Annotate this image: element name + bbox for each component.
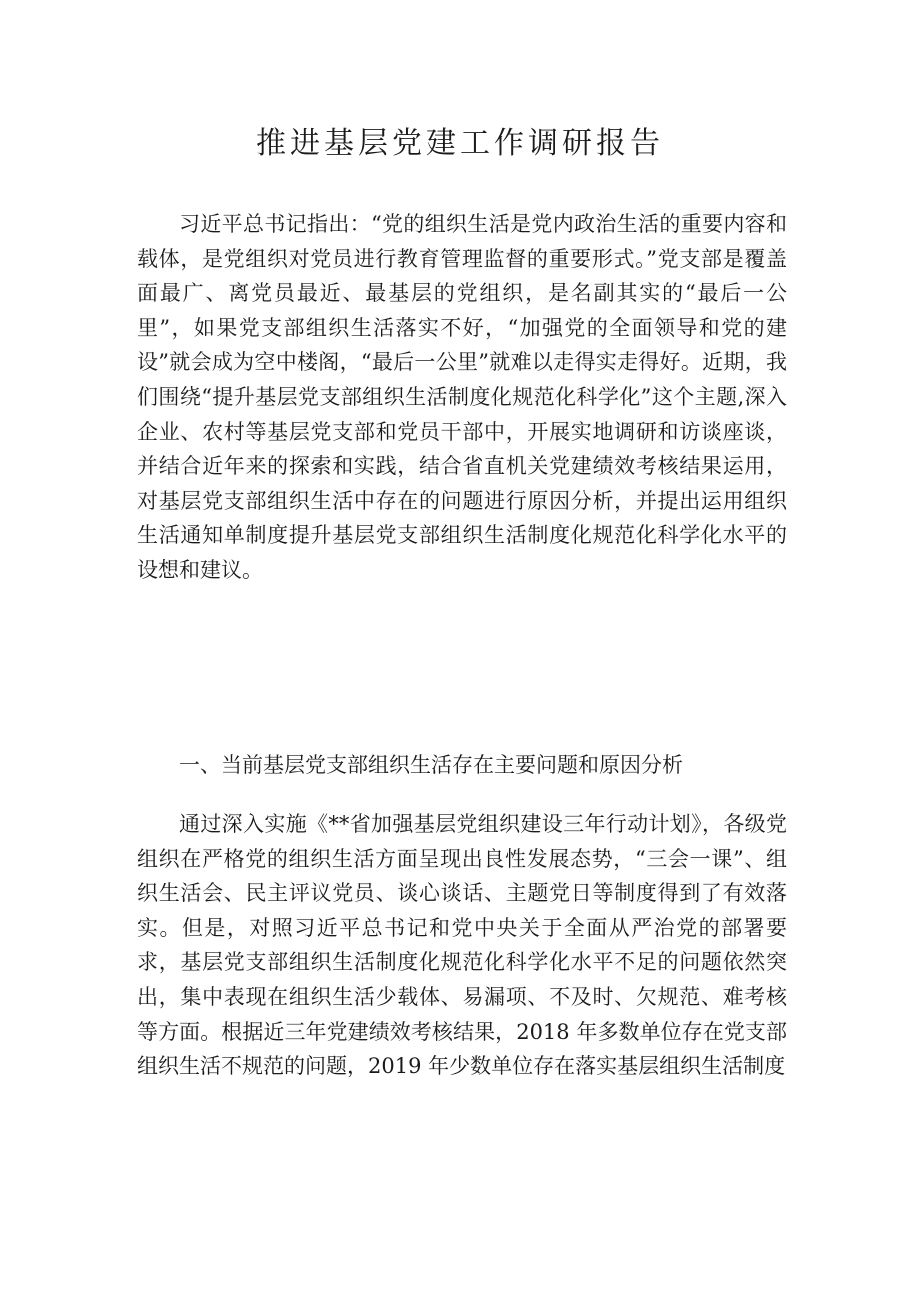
document-title: 推进基层党建工作调研报告 bbox=[256, 126, 664, 161]
section-paragraph: 通过深入实施《**省加强基层党组织建设三年行动计划》，各级党组织在严格党的组织生活方面呈现出良性发展态势，“三会一课”、组织生活会、民主评议党员、谈心谈话、主题党日等制度得到了有效落实。但是，对照习近平总书记和党中央关于全面从严治党的部署要求，基层党支部组织生活制度化规范化科学化水平不足的问题依然突出，集中表现在组织生活少载体、易漏项、不及时、欠规范、难考核等方面。根据近三年党建绩效考核结果，2018 年多数单位存在党支部组织生活不规范的问题，2019 年少数单位存在落实基层组织生活制度 bbox=[137, 812, 787, 1079]
section-heading: 一、当前基层党支部组织生活存在主要问题和原因分析 bbox=[179, 753, 683, 777]
intro-paragraph: 习近平总书记指出：“党的组织生活是党内政治生活的重要内容和载体，是党组织对党员进行教育管理监督的重要形式。”党支部是覆盖面最广、离党员最近、最基层的党组织，是名副其实的“最后一公里”，如果党支部组织生活落实不好，“加强党的全面领导和党的建设”就会成为空中楼阁，“最后一公里”就难以走得实走得好。近期，我们围绕“提升基层党支部组织生活制度化规范化科学化”这个主题,深入企业、农村等基层党支部和党员干部中，开展实地调研和访谈座谈，并结合近年来的探索和实践，结合省直机关党建绩效考核结果运用，对基层党支部组织生活中存在的问题进行原因分析，并提出运用组织生活通知单制度提升基层党支部组织生活制度化规范化科学化水平的设想和建议。 bbox=[137, 212, 787, 582]
